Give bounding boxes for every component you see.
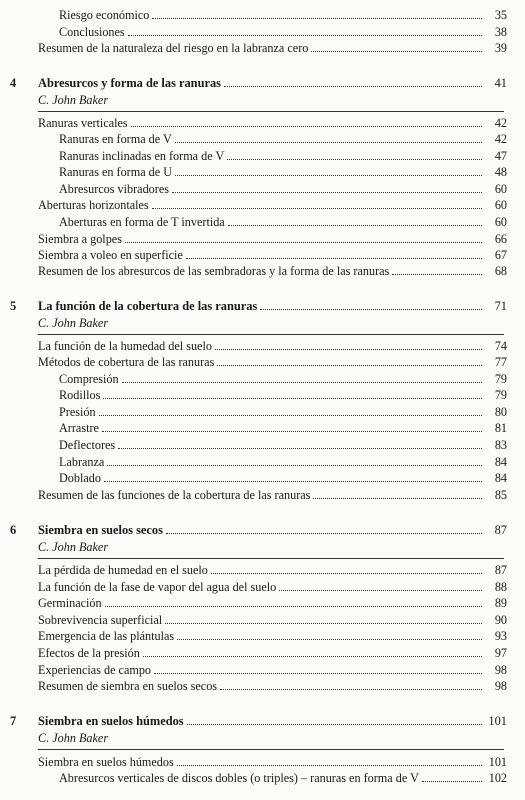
entry-text: Siembra a golpes <box>38 232 122 246</box>
entry-text: Ranuras inclinadas en forma de V <box>59 149 225 163</box>
entry-page: 42 <box>494 132 507 146</box>
entry-page: 77 <box>494 355 507 369</box>
leader-dots <box>172 192 482 193</box>
toc-entry <box>38 629 507 643</box>
leader-dots <box>228 225 482 226</box>
leader-dots <box>143 656 482 657</box>
entry-page: 83 <box>494 438 507 452</box>
chapter-heading <box>10 299 507 313</box>
entry-page: 35 <box>494 8 507 22</box>
leader-dots <box>122 382 482 383</box>
entry-page: 60 <box>494 198 507 212</box>
section-rule <box>38 334 504 335</box>
toc-entry <box>59 25 507 39</box>
entry-text: Resumen de la naturaleza del riesgo en la labranza cero <box>38 41 309 55</box>
entry-text: La función de la fase de vapor del agua del suelo <box>38 580 277 594</box>
leader-dots <box>220 689 482 690</box>
leader-dots <box>152 208 482 209</box>
toc-entry <box>59 215 507 229</box>
chapter-title: Siembra en suelos secos <box>38 523 163 537</box>
toc-entry <box>38 232 507 246</box>
entry-text: Métodos de cobertura de las ranuras <box>38 355 215 369</box>
chapter-page: 71 <box>494 299 507 313</box>
leader-dots <box>175 175 482 176</box>
leader-dots <box>154 673 482 674</box>
leader-dots <box>128 35 482 36</box>
leader-dots <box>104 481 482 482</box>
toc-entry <box>38 679 507 693</box>
entry-text: Ranuras verticales <box>38 116 128 130</box>
leader-dots <box>311 51 482 52</box>
entry-text: Emergencia de las plántulas <box>38 629 175 643</box>
leader-dots <box>392 274 482 275</box>
entry-page: 98 <box>494 679 507 693</box>
leader-dots <box>227 159 482 160</box>
leader-dots <box>175 142 482 143</box>
chapter-author: C. John Baker <box>38 316 109 330</box>
entry-text: Rodillos <box>59 388 101 402</box>
leader-dots <box>131 126 482 127</box>
toc-entry <box>38 613 507 627</box>
entry-text: Resumen de siembra en suelos secos <box>38 679 218 693</box>
chapter-page: 41 <box>494 76 507 90</box>
toc-entry <box>59 771 507 785</box>
entry-text: La pérdida de humedad en el suelo <box>38 563 208 577</box>
entry-text: Siembra en suelos húmedos <box>38 755 174 769</box>
toc-entry <box>38 198 507 212</box>
entry-page: 66 <box>494 232 507 246</box>
section-rule <box>38 111 504 112</box>
entry-page: 79 <box>494 388 507 402</box>
toc-entry <box>59 132 507 146</box>
entry-page: 67 <box>494 248 507 262</box>
chapter-number: 5 <box>10 299 17 313</box>
entry-text: Aberturas en forma de T invertida <box>59 215 225 229</box>
entry-text: Doblado <box>59 471 101 485</box>
leader-dots <box>166 533 482 534</box>
chapter-author: C. John Baker <box>38 540 109 554</box>
entry-text: Presión <box>59 405 96 419</box>
leader-dots <box>422 781 482 782</box>
chapter-title: La función de la cobertura de las ranuras <box>38 299 258 313</box>
leader-dots <box>105 606 482 607</box>
toc-entry <box>38 580 507 594</box>
entry-page: 81 <box>494 421 507 435</box>
chapter-number: 7 <box>10 714 17 728</box>
entry-text: La función de la humedad del suelo <box>38 339 212 353</box>
toc-entry <box>59 421 507 435</box>
entry-text: Ranuras en forma de V <box>59 132 172 146</box>
chapter-title: Abresurcos y forma de las ranuras <box>38 76 221 90</box>
section-rule <box>38 749 504 750</box>
entry-page: 93 <box>494 629 507 643</box>
entry-page: 47 <box>494 149 507 163</box>
entry-page: 68 <box>494 264 507 278</box>
chapter-page: 87 <box>494 523 507 537</box>
chapter-author: C. John Baker <box>38 93 109 107</box>
entry-page: 89 <box>494 596 507 610</box>
entry-page: 42 <box>494 116 507 130</box>
entry-page: 48 <box>494 165 507 179</box>
toc-entry <box>38 248 507 262</box>
entry-page: 84 <box>494 455 507 469</box>
toc-entry <box>59 455 507 469</box>
toc-entry <box>38 488 507 502</box>
leader-dots <box>279 590 482 591</box>
toc-entry <box>38 355 507 369</box>
leader-dots <box>103 398 482 399</box>
entry-page: 90 <box>494 613 507 627</box>
entry-text: Riesgo económico <box>59 8 150 22</box>
toc-entry <box>59 165 507 179</box>
entry-page: 39 <box>494 41 507 55</box>
entry-page: 87 <box>494 563 507 577</box>
entry-text: Deflectores <box>59 438 116 452</box>
entry-text: Siembra a voleo en superficie <box>38 248 183 262</box>
leader-dots <box>215 349 482 350</box>
chapter-heading <box>10 76 507 90</box>
toc-entry <box>59 405 507 419</box>
chapter-number: 6 <box>10 523 17 537</box>
section-rule <box>38 558 504 559</box>
leader-dots <box>118 448 482 449</box>
chapter-author: C. John Baker <box>38 731 109 745</box>
entry-text: Efectos de la presión <box>38 646 140 660</box>
chapter-heading <box>10 714 507 728</box>
leader-dots <box>152 18 482 19</box>
entry-text: Arrastre <box>59 421 99 435</box>
toc-entry <box>38 339 507 353</box>
leader-dots <box>217 365 482 366</box>
leader-dots <box>224 86 482 87</box>
entry-page: 101 <box>488 755 507 769</box>
leader-dots <box>177 765 482 766</box>
entry-page: 98 <box>494 663 507 677</box>
entry-page: 60 <box>494 182 507 196</box>
toc-entry <box>59 149 507 163</box>
entry-page: 74 <box>494 339 507 353</box>
entry-page: 38 <box>494 25 507 39</box>
toc-entry <box>59 372 507 386</box>
entry-page: 102 <box>488 771 507 785</box>
chapter-number: 4 <box>10 76 17 90</box>
chapter-heading <box>10 523 507 537</box>
entry-page: 60 <box>494 215 507 229</box>
chapter-title: Siembra en suelos húmedos <box>38 714 184 728</box>
entry-text: Compresión <box>59 372 119 386</box>
leader-dots <box>186 258 482 259</box>
entry-text: Abresurcos verticales de discos dobles (o triples) – ranuras en forma de V <box>59 771 419 785</box>
entry-page: 79 <box>494 372 507 386</box>
leader-dots <box>125 242 482 243</box>
toc-entry <box>38 663 507 677</box>
toc-entry <box>59 388 507 402</box>
entry-text: Aberturas horizontales <box>38 198 149 212</box>
entry-page: 88 <box>494 580 507 594</box>
leader-dots <box>211 573 482 574</box>
toc-entry <box>38 563 507 577</box>
entry-page: 97 <box>494 646 507 660</box>
entry-page: 85 <box>494 488 507 502</box>
toc-entry <box>38 646 507 660</box>
leader-dots <box>99 415 482 416</box>
entry-text: Sobrevivencia superficial <box>38 613 163 627</box>
entry-text: Resumen de las funciones de la cobertura de las ranuras <box>38 488 311 502</box>
toc-entry <box>59 8 507 22</box>
entry-text: Abresurcos vibradores <box>59 182 169 196</box>
toc-entry <box>38 116 507 130</box>
entry-page: 84 <box>494 471 507 485</box>
toc-entry <box>38 264 507 278</box>
toc-entry <box>38 755 507 769</box>
chapter-page: 101 <box>488 714 507 728</box>
toc-entry <box>38 41 507 55</box>
entry-text: Conclusiones <box>59 25 125 39</box>
leader-dots <box>165 623 482 624</box>
leader-dots <box>102 431 482 432</box>
leader-dots <box>187 724 482 725</box>
entry-text: Experiencias de campo <box>38 663 152 677</box>
entry-text: Labranza <box>59 455 105 469</box>
toc-entry <box>59 182 507 196</box>
entry-text: Resumen de los abresurcos de las sembradoras y la forma de las ranuras <box>38 264 390 278</box>
entry-page: 80 <box>494 405 507 419</box>
toc-entry <box>38 596 507 610</box>
leader-dots <box>313 498 482 499</box>
toc-entry <box>59 438 507 452</box>
leader-dots <box>260 309 482 310</box>
entry-text: Ranuras en forma de U <box>59 165 173 179</box>
toc-entry <box>59 471 507 485</box>
leader-dots <box>107 465 482 466</box>
entry-text: Germinación <box>38 596 102 610</box>
leader-dots <box>177 639 482 640</box>
